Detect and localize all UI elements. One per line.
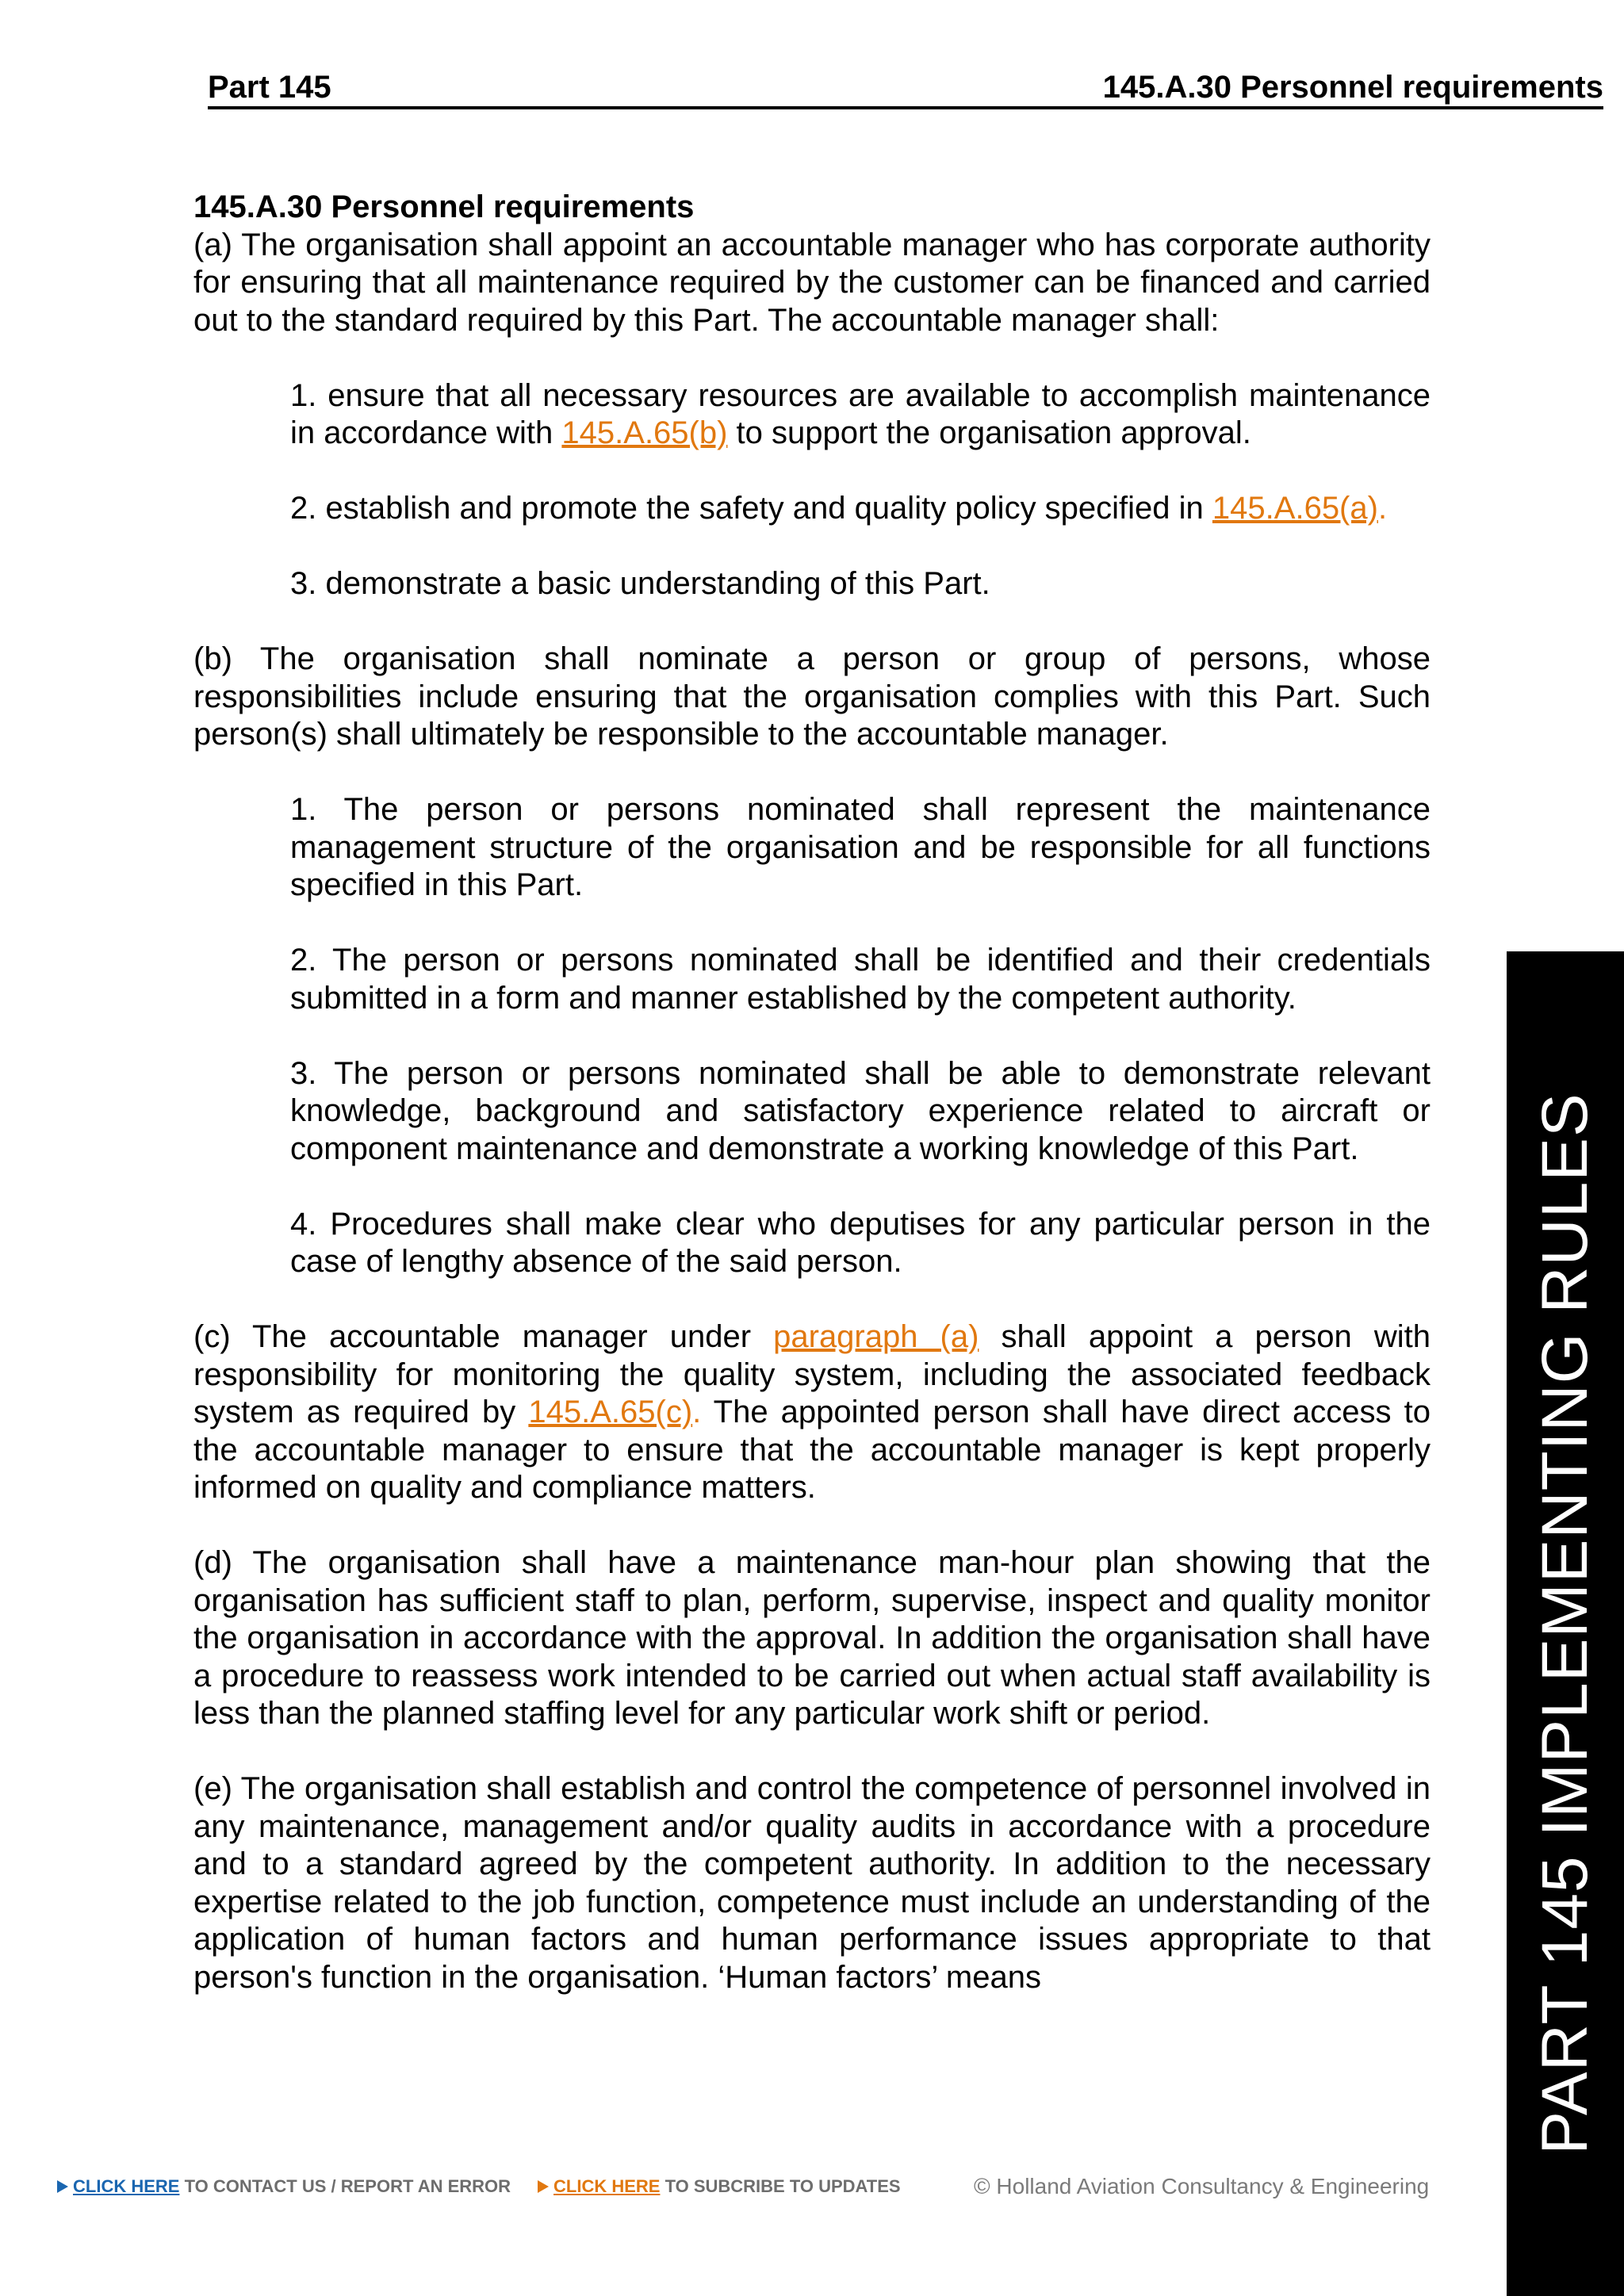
paragraph-b-item-3: 3. The person or persons nominated shall be able to demonstrate relevant knowledge, background and satisfactory experience related to aircraft or component maintenance and demonstrate a working knowledge of this Part. (290, 1055, 1431, 1166)
paragraph-b-item-4: 4. Procedures shall make clear who deputises for any particular person in the case of lengthy absence of the said person. (290, 1206, 1431, 1279)
link-145-a-65-a[interactable]: 145.A.65(a) (1212, 491, 1378, 526)
link-145-a-65-b[interactable]: 145.A.65(b) (561, 415, 728, 450)
paragraph-c: (c) The accountable manager under paragraph (a) shall appoint a person with responsibility for monitoring the quality system, including the associated feedback system as required by 145.A.65(c). The appointed person shall have direct access to the accountable manager to ensure that the accountable manager is kept properly informed on quality and compliance matters. (193, 1319, 1431, 1505)
page-header (208, 68, 1603, 109)
paragraph-a-item-1: 1. ensure that all necessary resources are available to accomplish maintenance in accordance with 145.A.65(b) to support the organisation approval. (290, 377, 1431, 450)
header-section: 145.A.30 Personnel requirements (1102, 70, 1603, 105)
side-banner-text: PART 145 IMPLEMENTING RULES (1529, 1093, 1601, 2155)
paragraph-b-item-1: 1. The person or persons nominated shall represent the maintenance management structure of the organisation and be responsible for all functions specified in this Part. (290, 792, 1431, 902)
section-title: 145.A.30 Personnel requirements (193, 189, 695, 224)
paragraph-e: (e) The organisation shall establish and control the competence of personnel involved in any maintenance, management and/or quality audits in accordance with a procedure and to a standard agreed by the competent authority. In addition to the necessary expertise related to the job function, competence must include an understanding of the application of human factors and human performance issues appropriate to that person's function in the organisation. ‘Human factors’ means (193, 1771, 1431, 1995)
contact-link[interactable]: CLICK HERE (73, 2176, 180, 2196)
document-body (193, 189, 1431, 2034)
link-145-a-65-c[interactable]: 145.A.65(c) (528, 1395, 693, 1429)
paragraph-d: (d) The organisation shall have a maintenance man-hour plan showing that the organisation has sufficient staff to plan, perform, supervise, inspect and quality monitor the organisation in accordance with the approval. In addition the organisation shall have a procedure to reassess work intended to be carried out when actual staff availability is less than the planned staffing level for any particular work shift or period. (193, 1545, 1431, 1731)
paragraph-a-item-2: 2. establish and promote the safety and quality policy specified in 145.A.65(a). (290, 491, 1388, 526)
paragraph-b-item-2: 2. The person or persons nominated shall be identified and their credentials submitted in a form and manner established by the competent authority. (290, 943, 1431, 1016)
paragraph-b: (b) The organisation shall nominate a person or group of persons, whose responsibilities include ensuring that the organisation complies with this Part. Such person(s) shall ultimately be responsible to the accountable manager. (193, 641, 1431, 752)
footer-copyright: © Holland Aviation Consultancy & Engineering (974, 2174, 1430, 2198)
subscribe-link[interactable]: CLICK HERE (553, 2176, 661, 2196)
play-arrow-icon (57, 2180, 68, 2193)
side-banner (1507, 951, 1624, 2296)
paragraph-a-item-3: 3. demonstrate a basic understanding of this Part. (290, 566, 990, 601)
footer-contact: CLICK HERE TO CONTACT US / REPORT AN ERROR (57, 2172, 511, 2201)
footer-subscribe: CLICK HERE TO SUBCRIBE TO UPDATES (538, 2172, 901, 2201)
link-paragraph-a[interactable]: paragraph (a) (773, 1319, 979, 1354)
play-arrow-icon (538, 2180, 549, 2193)
header-part: Part 145 (208, 70, 331, 105)
paragraph-a: (a) The organisation shall appoint an accountable manager who has corporate authority for ensuring that all maintenance required by the customer can be financed and carried out to the standard required by this Part. The accountable manager shall: (193, 227, 1431, 338)
